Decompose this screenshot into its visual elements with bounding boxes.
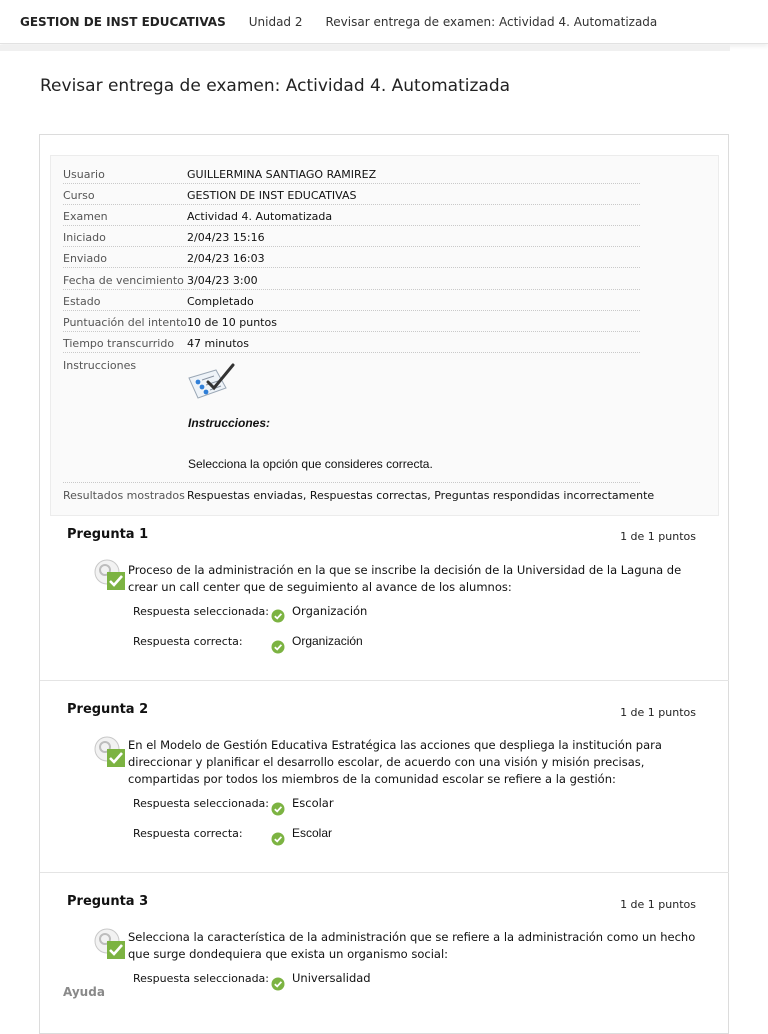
instructions-text: Selecciona la opción que consideres correcta. [188,457,433,471]
correct-answer-icon [93,735,127,769]
question-text: Proceso de la administración en la que se inscribe la decisión de la Universidad de la Laguna de crear un call center que de seguimiento al avance de los alumnos: [128,563,682,594]
detail-row-due-date [63,270,640,290]
detail-value: GUILLERMINA SANTIAGO RAMIREZ [187,168,377,181]
detail-label: Examen [63,210,108,223]
detail-row-started [63,227,640,247]
question-text: En el Modelo de Gestión Educativa Estratégica las acciones que despliega la institución para direccionar y planificar el desarrollo escolar, de acuerdo con una visión y misión precisas, compartidas por todos los miembros de la comunidad escolar se refiere a la gestión: [128,738,662,786]
breadcrumb-course[interactable]: GESTION DE INST EDUCATIVAS [20,14,226,29]
check-icon [271,832,285,846]
detail-row-course [63,185,640,205]
detail-row-user [63,164,640,184]
selected-answer: Universalidad [292,971,371,985]
question-1 [40,516,729,680]
question-points: 1 de 1 puntos [620,706,696,719]
detail-row-time [63,333,640,353]
correct-answer-label: Respuesta correcta: [133,827,243,840]
detail-value: 2/04/23 15:16 [187,231,265,244]
breadcrumb-unit[interactable]: Unidad 2 [248,14,303,29]
selected-answer: Organización [292,604,368,618]
detail-label: Puntuación del intento [63,316,188,329]
question-points: 1 de 1 puntos [620,530,696,543]
topbar-shadow [0,45,730,51]
correct-answer-icon [93,558,127,592]
detail-label: Tiempo transcurrido [63,337,175,350]
instructions-heading: Instrucciones: [188,416,271,430]
detail-row-score [63,312,640,332]
question-title: Pregunta 3 [67,894,149,909]
question-title: Pregunta 2 [67,702,149,717]
selected-answer: Escolar [292,796,334,810]
detail-value: GESTION DE INST EDUCATIVAS [187,189,357,202]
question-text: Selecciona la característica de la administración que se refiere a la administración como un hecho que surge dondequiera que exista un organismo social: [128,930,696,961]
correct-answer-icon [93,927,127,961]
check-icon [271,802,285,816]
detail-value: Completado [187,295,254,308]
question-2 [40,680,729,872]
results-shown-row [63,482,655,507]
breadcrumb [0,0,768,44]
correct-answer-label: Respuesta correcta: [133,635,243,648]
question-points: 1 de 1 puntos [620,898,696,911]
detail-label: Enviado [63,252,107,265]
detail-row-exam [63,206,640,226]
breadcrumb-current: Revisar entrega de examen: Actividad 4. Automatizada [325,14,658,29]
checklist-icon [186,362,236,402]
detail-label: Curso [63,189,95,202]
page-title: Revisar entrega de examen: Actividad 4. Automatizada [40,76,511,96]
question-title: Pregunta 1 [67,527,149,542]
correct-answer: Escolar [292,826,333,840]
detail-value: Actividad 4. Automatizada [187,210,333,223]
detail-value: 47 minutos [187,337,249,350]
detail-label: Usuario [63,168,105,181]
help-link[interactable]: Ayuda [63,985,105,999]
detail-row-submitted [63,248,640,268]
detail-label: Iniciado [63,231,106,244]
detail-value: 2/04/23 16:03 [187,252,265,265]
detail-label: Estado [63,295,101,308]
instructions-label: Instrucciones [63,359,137,372]
detail-label: Fecha de vencimiento [63,274,184,287]
selected-answer-label: Respuesta seleccionada: [133,605,269,618]
check-icon [271,640,285,654]
question-3 [40,872,729,1024]
detail-value: 10 de 10 puntos [187,316,277,329]
correct-answer: Organización [292,634,363,648]
check-icon [271,977,285,991]
selected-answer-label: Respuesta seleccionada: [133,797,269,810]
detail-row-status [63,291,640,311]
detail-value: 3/04/23 3:00 [187,274,258,287]
check-icon [271,609,285,623]
results-label: Resultados mostrados [63,489,185,502]
results-value: Respuestas enviadas, Respuestas correctas, Preguntas respondidas incorrectamente [187,489,655,502]
selected-answer-label: Respuesta seleccionada: [133,972,269,985]
